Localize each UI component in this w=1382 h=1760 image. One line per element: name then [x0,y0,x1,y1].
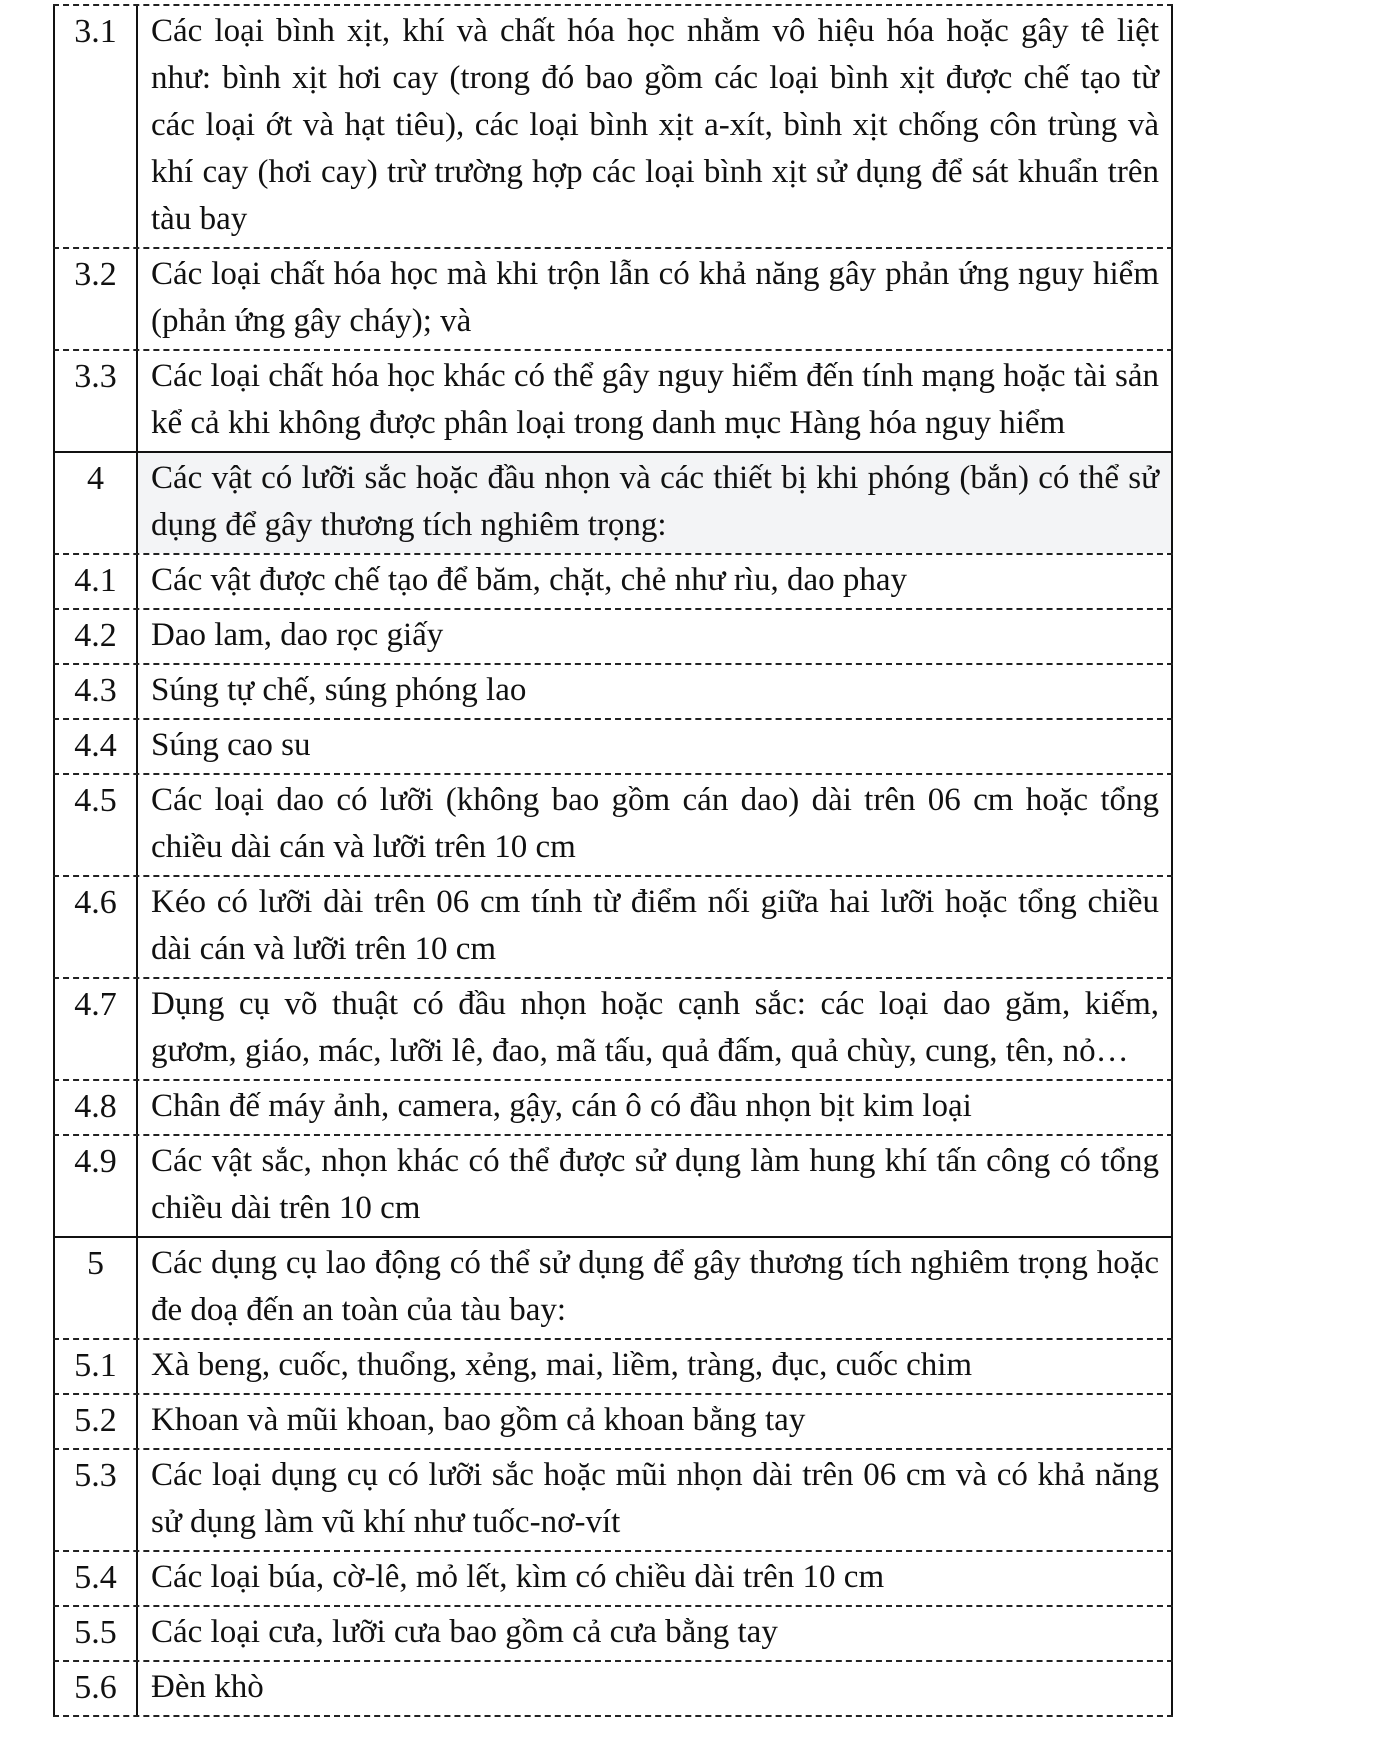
row-number: 5.3 [53,1450,138,1550]
row-number: 4.2 [53,610,138,663]
row-description: Dụng cụ võ thuật có đầu nhọn hoặc cạnh sắc: các loại dao găm, kiếm, gươm, giáo, mác, lưỡi lê, đao, mã tấu, quả đấm, quả chùy, cung, tên, nỏ… [138,979,1173,1079]
row-number: 5.5 [53,1607,138,1660]
table-row-4-6 [53,875,1173,977]
row-description: Đèn khò [138,1662,1173,1715]
table-row-5-1 [53,1338,1173,1393]
row-description: Các vật được chế tạo để băm, chặt, chẻ như rìu, dao phay [138,555,1173,608]
row-number: 3.2 [53,249,138,349]
row-description: Các loại chất hóa học khác có thể gây nguy hiểm đến tính mạng hoặc tài sản kể cả khi không được phân loại trong danh mục Hàng hóa nguy hiểm [138,351,1173,451]
table-row-5-4 [53,1550,1173,1605]
table-row-4-8 [53,1079,1173,1134]
row-description: Các loại dao có lưỡi (không bao gồm cán dao) dài trên 06 cm hoặc tổng chiều dài cán và lưỡi trên 10 cm [138,775,1173,875]
table-row-4-5 [53,773,1173,875]
row-number: 4.3 [53,665,138,718]
row-number: 5.6 [53,1662,138,1715]
table-row-5-6 [53,1660,1173,1717]
row-description: Dao lam, dao rọc giấy [138,610,1173,663]
row-number: 4.9 [53,1136,138,1236]
table-row-4-3 [53,663,1173,718]
section-number: 5 [53,1238,138,1338]
row-number: 5.4 [53,1552,138,1605]
row-number: 4.5 [53,775,138,875]
row-description: Súng cao su [138,720,1173,773]
row-description: Các loại chất hóa học mà khi trộn lẫn có khả năng gây phản ứng nguy hiểm (phản ứng gây cháy); và [138,249,1173,349]
row-number: 4.4 [53,720,138,773]
table-row-4-2 [53,608,1173,663]
table-row-4-1 [53,553,1173,608]
row-number: 3.3 [53,351,138,451]
section-number: 4 [53,453,138,553]
table-row-5-5 [53,1605,1173,1660]
row-number: 5.2 [53,1395,138,1448]
table-row-3-2 [53,247,1173,349]
row-description: Chân đế máy ảnh, camera, gậy, cán ô có đầu nhọn bịt kim loại [138,1081,1173,1134]
row-number: 4.1 [53,555,138,608]
row-description: Các loại dụng cụ có lưỡi sắc hoặc mũi nhọn dài trên 06 cm và có khả năng sử dụng làm vũ khí như tuốc-nơ-vít [138,1450,1173,1550]
row-description: Các loại bình xịt, khí và chất hóa học nhằm vô hiệu hóa hoặc gây tê liệt như: bình xịt hơi cay (trong đó bao gồm các loại bình xịt được chế tạo từ các loại ớt và hạt tiêu), các loại bình xịt a-xít, bình xịt chống côn trùng và khí cay (hơi cay) trừ trường hợp các loại bình xịt sử dụng để sát khuẩn trên tàu bay [138,6,1173,247]
table-row-4-4 [53,718,1173,773]
row-description: Các vật sắc, nhọn khác có thể được sử dụng làm hung khí tấn công có tổng chiều dài trên 10 cm [138,1136,1173,1236]
table-row-5-2 [53,1393,1173,1448]
row-description: Xà beng, cuốc, thuổng, xẻng, mai, liềm, tràng, đục, cuốc chim [138,1340,1173,1393]
section-heading: Các vật có lưỡi sắc hoặc đầu nhọn và các thiết bị khi phóng (bắn) có thể sử dụng để gây thương tích nghiêm trọng: [138,453,1173,553]
row-number: 4.8 [53,1081,138,1134]
table-row-4-7 [53,977,1173,1079]
row-description: Súng tự chế, súng phóng lao [138,665,1173,718]
row-description: Các loại cưa, lưỡi cưa bao gồm cả cưa bằng tay [138,1607,1173,1660]
row-number: 3.1 [53,6,138,247]
row-description: Kéo có lưỡi dài trên 06 cm tính từ điểm nối giữa hai lưỡi hoặc tổng chiều dài cán và lưỡi trên 10 cm [138,877,1173,977]
table-section-row-5 [53,1236,1173,1338]
section-heading: Các dụng cụ lao động có thể sử dụng để gây thương tích nghiêm trọng hoặc đe doạ đến an toàn của tàu bay: [138,1238,1173,1338]
row-number: 5.1 [53,1340,138,1393]
table-row-3-3 [53,349,1173,451]
table-section-row-4 [53,451,1173,553]
prohibited-items-table [53,4,1173,1717]
row-number: 4.7 [53,979,138,1079]
table-row-4-9 [53,1134,1173,1236]
table-row-5-3 [53,1448,1173,1550]
row-description: Khoan và mũi khoan, bao gồm cả khoan bằng tay [138,1395,1173,1448]
row-description: Các loại búa, cờ-lê, mỏ lết, kìm có chiều dài trên 10 cm [138,1552,1173,1605]
row-number: 4.6 [53,877,138,977]
table-row-3-1 [53,4,1173,247]
